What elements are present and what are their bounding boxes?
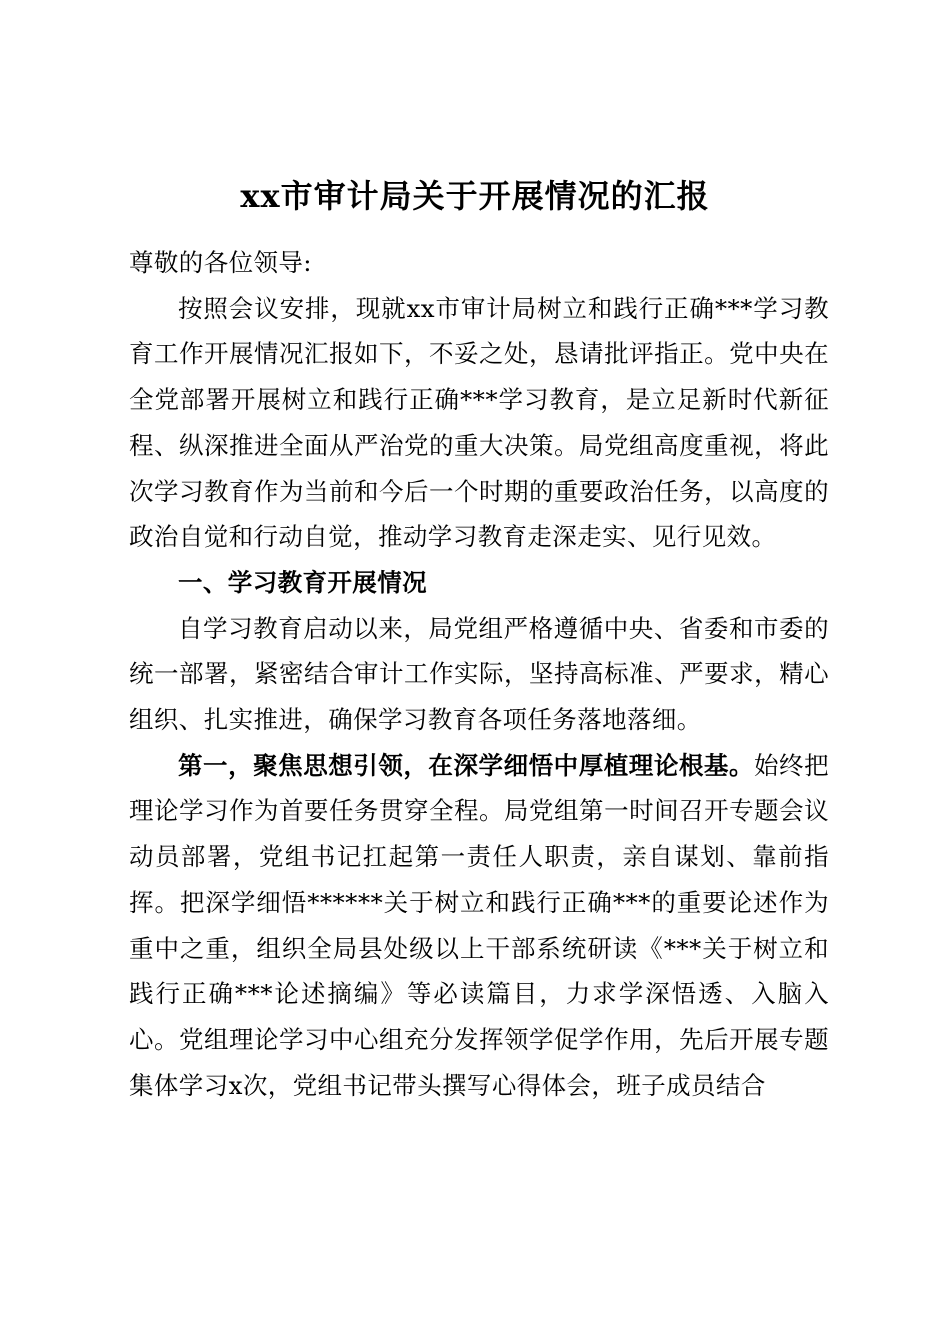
section-1-intro-paragraph: 自学习教育启动以来，局党组严格遵循中央、省委和市委的统一部署，紧密结合审计工作实际，坚持高标准、严要求，精心组织、扎实推进，确保学习教育各项任务落地落细。 xyxy=(129,613,829,735)
document-body xyxy=(129,240,829,1108)
point-1-paragraph xyxy=(129,743,829,1109)
intro-paragraph: 按照会议安排，现就xx市审计局树立和践行正确***学习教育工作开展情况汇报如下，不妥之处，恳请批评指正。党中央在全党部署开展树立和践行正确***学习教育，是立足新时代新征程、纵深推进全面从严治党的重大决策。局党组高度重视，将此次学习教育作为当前和今后一个时期的重要政治任务，以高度的政治自觉和行动自觉，推动学习教育走深走实、见行见效。 xyxy=(129,293,829,552)
section-heading-1: 一、学习教育开展情况 xyxy=(178,567,427,597)
document-title: xx市审计局关于开展情况的汇报 xyxy=(240,177,710,215)
point-1-lead: 第一，聚焦思想引领，在深学细悟中厚植理论根基。 xyxy=(178,750,755,780)
salutation: 尊敬的各位领导: xyxy=(129,248,312,277)
point-1-body: 始终把理论学习作为首要任务贯穿全程。局党组第一时间召开专题会议动员部署，党组书记扛起第一责任人职责，亲自谋划、靠前指挥。把深学细悟******关于树立和践行正确***的重要论述作为重中之重，组织全局县处级以上干部系统研读《***关于树立和践行正确***论述摘编》等必读篇目，力求学深悟透、入脑入心。党组理论学习中心组充分发挥领学促学作用，先后开展专题集体学习x次，党组书记带头撰写心得体会，班子成员结合 xyxy=(129,750,830,1100)
